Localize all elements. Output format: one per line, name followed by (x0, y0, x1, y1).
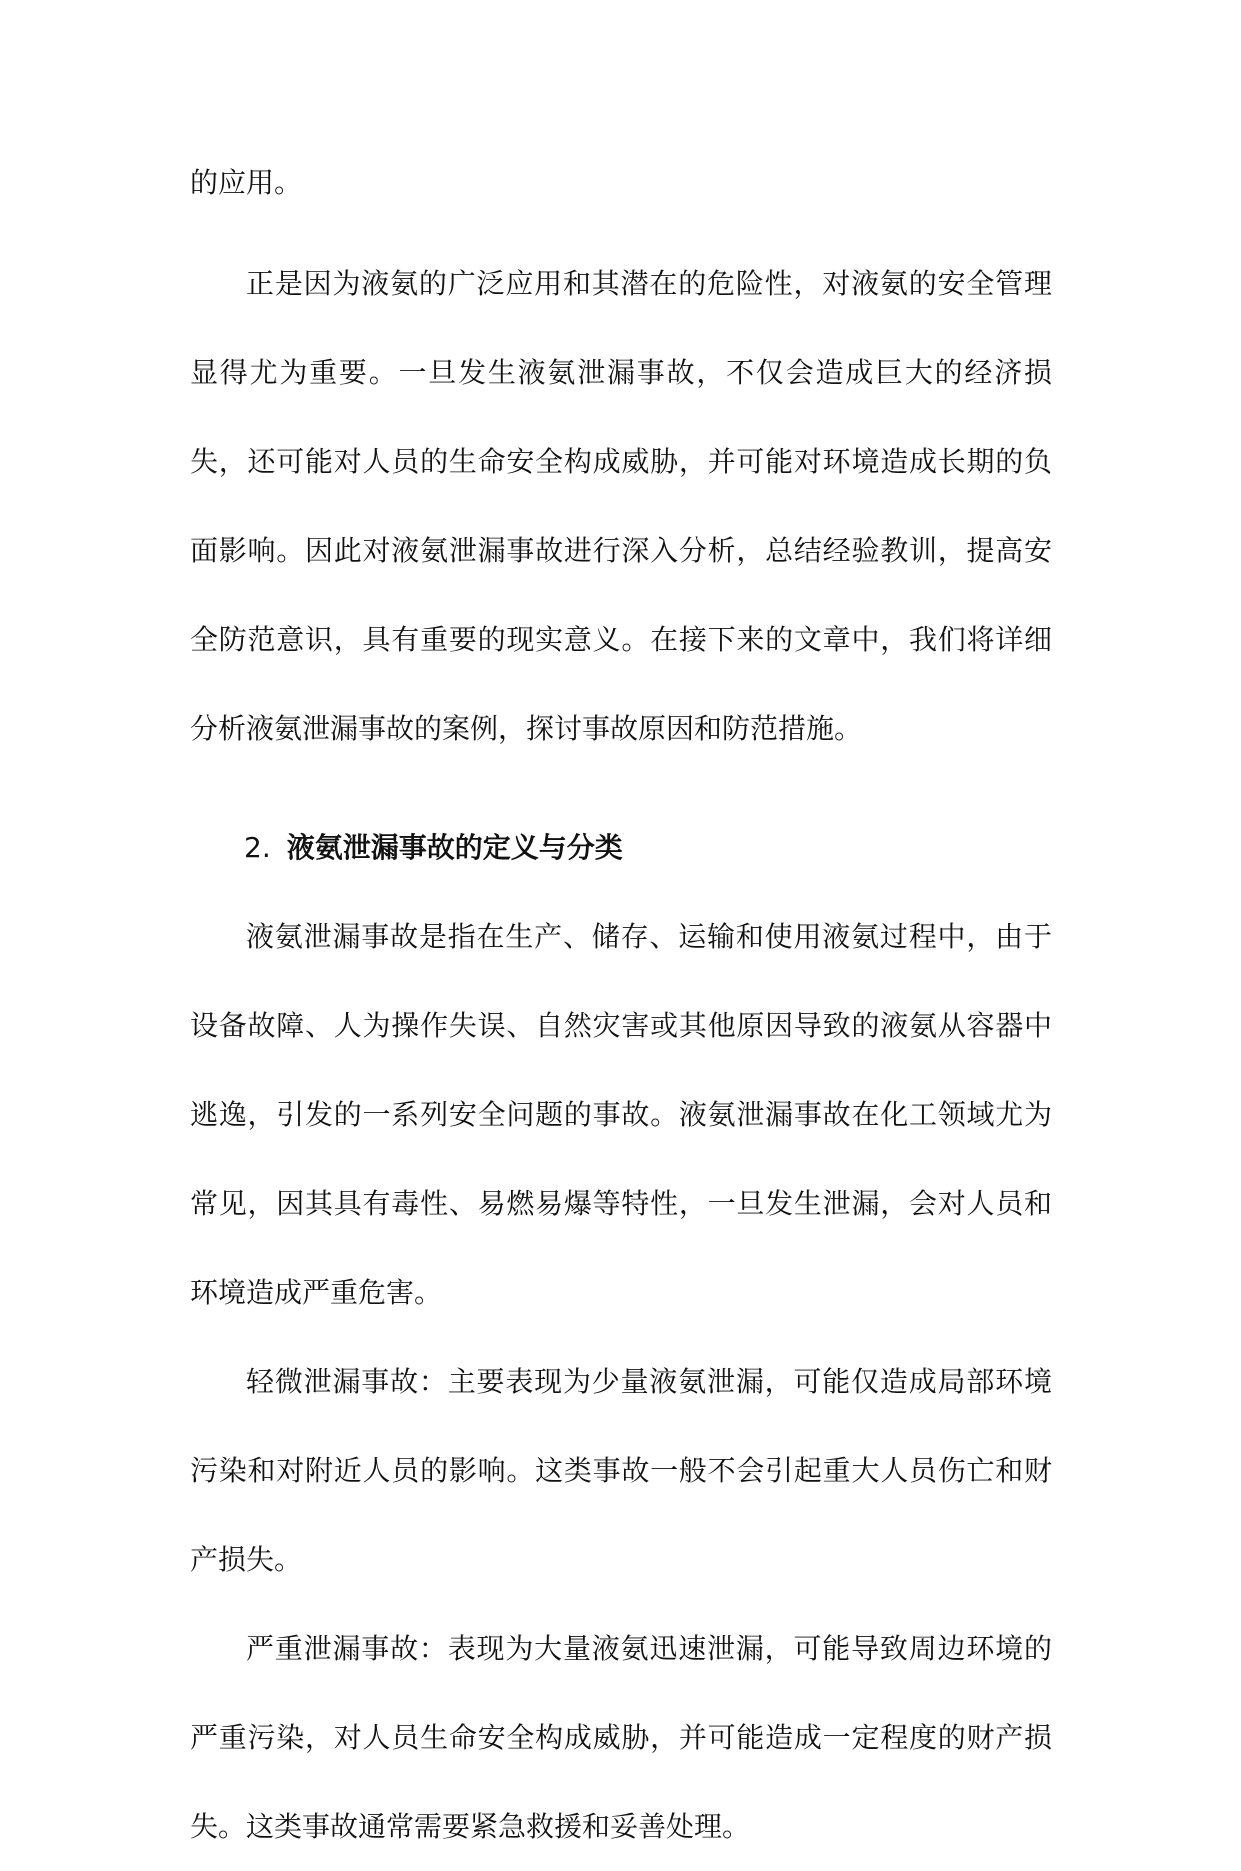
paragraph-minor-leak: 轻微泄漏事故：主要表现为少量液氨泄漏，可能仅造成局部环境污染和对附近人员的影响。这类事故一般不会引起重大人员伤亡和财产损失。 (190, 1365, 1052, 1576)
section-number: 2. (244, 831, 271, 864)
paragraph-severe-leak: 严重泄漏事故：表现为大量液氨迅速泄漏，可能导致周边环境的严重污染，对人员生命安全构成威胁，并可能造成一定程度的财产损失。这类事故通常需要紧急救援和妥善处理。 (190, 1632, 1052, 1843)
paragraph-definition: 液氨泄漏事故是指在生产、储存、运输和使用液氨过程中，由于设备故障、人为操作失误、自然灾害或其他原因导致的液氨从容器中逃逸，引发的一系列安全问题的事故。液氨泄漏事故在化工领域尤为常见，因其具有毒性、易燃易爆等特性，一旦发生泄漏，会对人员和环境造成严重危害。 (190, 920, 1052, 1309)
section-title: 液氨泄漏事故的定义与分类 (286, 831, 623, 864)
document-body (190, 138, 1052, 1871)
paragraph-continuation: 的应用。 (190, 166, 303, 199)
section-heading (190, 803, 1052, 892)
paragraph-importance: 正是因为液氨的广泛应用和其潜在的危险性，对液氨的安全管理显得尤为重要。一旦发生液氨泄漏事故，不仅会造成巨大的经济损失，还可能对人员的生命安全构成威胁，并可能对环境造成长期的负面影响。因此对液氨泄漏事故进行深入分析，总结经验教训，提高安全防范意识，具有重要的现实意义。在接下来的文章中，我们将详细分析液氨泄漏事故的案例，探讨事故原因和防范措施。 (190, 267, 1052, 745)
